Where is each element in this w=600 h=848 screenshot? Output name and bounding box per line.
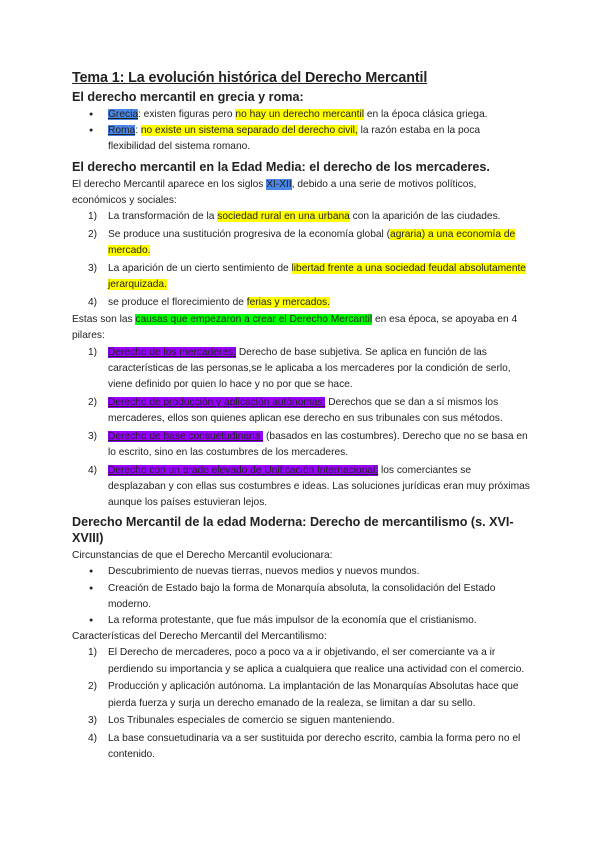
list-item: ● Creación de Estado bajo la forma de Monarquía absoluta, la consolidación del Estado moderno.	[72, 581, 530, 613]
list-item	[72, 645, 530, 677]
numbered-list-caracteristicas	[72, 645, 530, 763]
item-number: 4)	[88, 296, 98, 308]
highlight: ferias y mercados.	[246, 296, 330, 308]
text: La base consuetudinaria va a ser sustituida por derecho escrito, cambia la forma pero no el contenido.	[108, 732, 521, 761]
document-title: Tema 1: La evolución histórica del Derecho Mercantil	[72, 70, 428, 86]
item-number: 1)	[88, 211, 98, 223]
list-item	[72, 227, 530, 259]
text: en la época clásica griega.	[363, 109, 488, 120]
text: Derechos que se dan a sí mismos los mercaderes, ellos son quienes aplican ese derecho en sus tribunales con sus métodos.	[108, 396, 503, 424]
item-number: 3)	[88, 262, 98, 274]
text: : existen figuras pero	[138, 109, 236, 120]
text: Los Tribunales especiales de comercio se siguen manteniendo.	[108, 715, 395, 727]
item-number: 2)	[88, 681, 98, 693]
highlight: Derecho de base consuetudinaria:	[108, 430, 264, 442]
text: El derecho Mercantil aparece en los siglos	[72, 178, 267, 190]
item-number: 3)	[88, 430, 98, 442]
numbered-list-pilares	[72, 345, 530, 512]
list-item	[72, 463, 530, 512]
item-number: 2)	[88, 396, 98, 408]
text: se produce el florecimiento de	[108, 296, 247, 308]
list-item	[72, 395, 530, 427]
list-item-grecia	[72, 107, 530, 123]
highlight: no existe un sistema separado del derecho civil,	[140, 125, 358, 137]
text: los comerciantes se desplazaban y con ellas sus costumbres e ideas. Las soluciones jurídicas eran muy próximas aunque los países estuvieran lejos.	[108, 464, 530, 508]
document-page	[72, 70, 530, 765]
text: en esa época, se apoyaba en 4 pilares:	[72, 314, 518, 342]
heading-edad-moderna: Derecho Mercantil de la edad Moderna: Derecho de mercantilismo (s. XVI-XVIII)	[72, 515, 514, 546]
list-item	[72, 713, 530, 729]
item-number: 4)	[88, 464, 98, 476]
list-item: ● Descubrimiento de nuevas tierras, nuevos medios y nuevos mundos.	[72, 564, 530, 580]
list-item-roma	[72, 123, 530, 155]
text: La aparición de un cierto sentimiento de	[108, 262, 292, 274]
text: El Derecho de mercaderes, poco a poco va a ir objetivando, el ser comerciante va a ir perdiendo su importancia y se aplica a cualquiera que realice una actividad con el comercio.	[108, 647, 525, 675]
text: Estas son las	[72, 314, 136, 326]
list-item	[72, 261, 530, 293]
item-number: 1)	[88, 647, 98, 659]
term-roma: Roma	[108, 125, 136, 137]
heading-grecia-roma: El derecho mercantil en grecia y roma:	[72, 90, 304, 104]
text: La transformación de la	[108, 211, 218, 223]
highlight-siglos: XI-XII	[266, 178, 292, 190]
item-number: 3)	[88, 715, 98, 727]
highlight: libertad frente a una sociedad feudal absolutamente jerarquizada.	[108, 262, 526, 290]
highlight: Derecho de los mercaderes:	[108, 346, 236, 358]
bullet-list-circunstancias	[72, 564, 530, 629]
highlight: causas que empezaron a crear el Derecho Mercantil	[135, 314, 373, 326]
bullet-list-grecia-roma	[72, 107, 530, 156]
item-number: 4)	[88, 732, 98, 744]
list-item	[72, 429, 530, 461]
heading-edad-media: El derecho mercantil en la Edad Media: el derecho de los mercaderes.	[72, 159, 490, 174]
paragraph-caracteristicas: Características del Derecho Mercantil del Mercantilismo:	[72, 631, 327, 643]
text: la razón estaba en la poca flexibilidad del sistema romano.	[108, 125, 481, 153]
text: Derecho de base subjetiva. Se aplica en función de las características de las personas,se le aplicaba a los mercaderes por la condición de serlo, viene definido por quien lo hace y no por que se hace.	[108, 346, 511, 391]
item-number: 1)	[88, 346, 98, 358]
paragraph-intro-edad-media	[72, 177, 530, 209]
highlight: Derecho con un grado elevado de Unificación Internacional:	[108, 464, 379, 476]
list-item: ● La reforma protestante, que fue más impulsor de la economía que el cristianismo.	[72, 613, 530, 629]
list-item	[72, 731, 530, 763]
term-grecia: Grecia	[108, 109, 139, 120]
list-item	[72, 295, 530, 311]
highlight: no hay un derecho mercantil	[235, 109, 364, 120]
text: Se produce una sustitución progresiva de la economía global (	[108, 228, 391, 240]
highlight: agraria) a una economía de mercado.	[108, 228, 516, 256]
text: , debido a una serie de motivos políticos, económicos y sociales:	[72, 178, 477, 206]
highlight: Derecho de producción y aplicación autónomas:	[108, 396, 326, 408]
paragraph-circunstancias: Circunstancias de que el Derecho Mercantil evolucionara:	[72, 550, 333, 562]
item-number: 2)	[88, 228, 98, 240]
list-item	[72, 345, 530, 394]
list-item	[72, 679, 530, 711]
text: :	[135, 125, 141, 137]
highlight: sociedad rural en una urbana	[217, 211, 350, 223]
text: Producción y aplicación autónoma. La implantación de las Monarquías Absolutas hace que pierda fuerza y surja un derecho emanado de la realeza, se limitan a dar su sello.	[108, 681, 519, 709]
text: (basados en las costumbres). Derecho que no se basa en lo escrito, sino en las costumbres de los mercaderes.	[108, 430, 528, 458]
paragraph-causas	[72, 312, 530, 344]
text: con la aparición de las ciudades.	[349, 211, 501, 223]
numbered-list-motivos	[72, 209, 530, 311]
list-item	[72, 209, 530, 225]
